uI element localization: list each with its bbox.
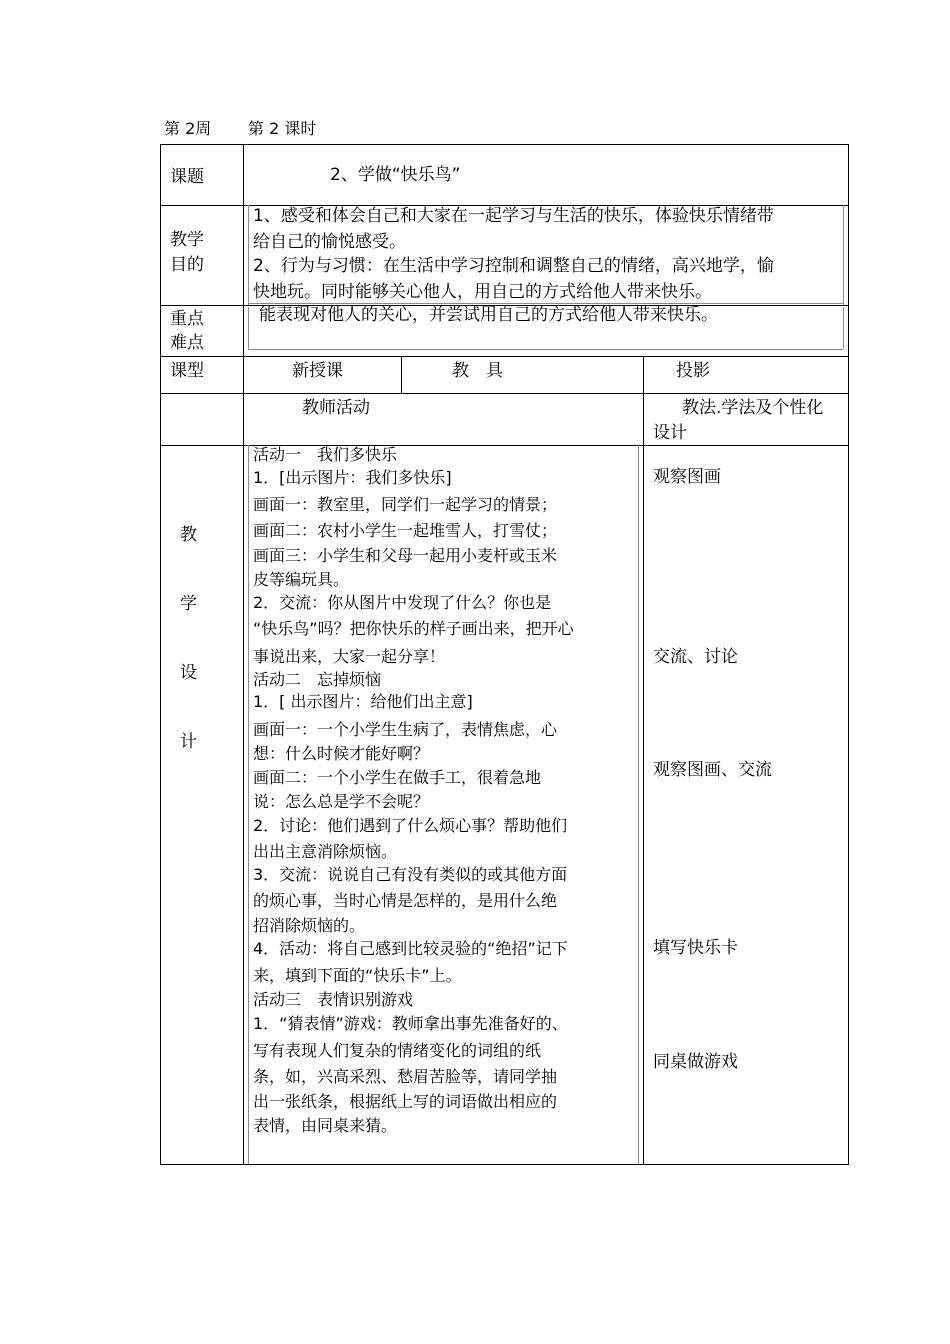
tool-value: 投影	[676, 361, 710, 381]
activity-line: 来，填到下面的“快乐卡”上。	[253, 966, 462, 985]
activity-line: 写有表现人们复杂的情绪变化的词组的纸	[253, 1041, 542, 1060]
design-label-char: 计	[180, 732, 197, 752]
week-label: 第 2周	[164, 119, 212, 138]
method-item: 同桌做游戏	[653, 1052, 738, 1072]
activity-line: “快乐鸟”吗？把你快乐的样子画出来，把开心	[253, 619, 574, 638]
activity-line: 2．交流：你从图片中发现了什么？你也是	[253, 593, 552, 612]
activity-line: 画面一：教室里，同学们一起学习的情景；	[253, 495, 558, 514]
activity-line: 事说出来，大家一起分享！	[253, 647, 446, 666]
activity-line: 出出主意消除烦恼。	[253, 842, 398, 861]
activity-line: 出一张纸条，根据纸上写的词语做出相应的	[253, 1092, 558, 1111]
activity-line: 画面二：一个小学生在做手工，很着急地	[253, 768, 542, 787]
key-value: 能表现对他人的关心，并尝试用自己的方式给他人带来快乐。	[259, 305, 718, 325]
design-label-char: 学	[180, 594, 197, 614]
activity-line: 活动二 忘掉烦恼	[253, 670, 382, 689]
method-header-2: 设计	[653, 423, 687, 443]
method-item: 观察图画	[653, 467, 721, 487]
design-label-char: 设	[180, 663, 197, 683]
activity-line: 活动三 表情识别游戏	[253, 990, 414, 1009]
activity-line: 表情，由同桌来猜。	[253, 1116, 398, 1135]
method-header-1: 教法.学法及个性化	[682, 398, 824, 418]
lesson-label: 第 2 课时	[248, 119, 317, 138]
goal-label-1: 教学	[170, 230, 204, 250]
goal-line: 2、行为与习惯：在生活中学习控制和调整自己的情绪，高兴地学，愉	[253, 256, 774, 276]
activity-line: 招消除烦恼的。	[253, 916, 366, 935]
goal-line: 1、感受和体会自己和大家在一起学习与生活的快乐，体验快乐情绪带	[253, 206, 774, 226]
activity-line: 画面三：小学生和父母一起用小麦杆或玉米	[253, 546, 558, 565]
activity-line: 画面二：农村小学生一起堆雪人，打雪仗；	[253, 521, 558, 540]
activity-line: 3．交流：说说自己有没有类似的或其他方面	[253, 865, 568, 884]
activity-line: 1．“猜表情”游戏：教师拿出事先准备好的、	[253, 1014, 568, 1033]
activity-line: 条，如，兴高采烈、愁眉苦脸等，请同学抽	[253, 1067, 558, 1086]
topic-label: 课题	[170, 167, 204, 187]
activity-line: 1．[ 出示图片：给他们出主意]	[253, 692, 473, 711]
activity-line: 想：什么时候才能好啊？	[253, 744, 430, 763]
goal-label-2: 目的	[170, 255, 204, 275]
type-label: 课型	[170, 361, 204, 381]
design-label-char: 教	[180, 525, 197, 545]
goal-line: 给自己的愉悦感受。	[253, 232, 406, 252]
activity-line: 4．活动：将自己感到比较灵验的“绝招”记下	[253, 939, 568, 958]
teacher-activity-header: 教师活动	[302, 398, 370, 418]
type-value: 新授课	[292, 361, 343, 381]
key-label-2: 难点	[170, 333, 204, 353]
activity-line: 活动一 我们多快乐	[253, 445, 398, 464]
goal-line: 快地玩。同时能够关心他人，用自己的方式给他人带来快乐。	[253, 282, 712, 302]
method-item: 交流、讨论	[653, 647, 738, 667]
key-label-1: 重点	[170, 309, 204, 329]
activity-line: 画面一：一个小学生生病了，表情焦虑，心	[253, 720, 558, 739]
tool-label: 教 具	[452, 361, 503, 381]
activity-line: 皮等编玩具。	[253, 570, 350, 589]
method-item: 填写快乐卡	[653, 938, 738, 958]
topic-value: 2、学做“快乐鸟”	[330, 165, 461, 185]
activity-line: 2．讨论：他们遇到了什么烦心事？帮助他们	[253, 816, 568, 835]
activity-line: 的烦心事，当时心情是怎样的，是用什么绝	[253, 891, 558, 910]
activity-line: 说：怎么总是学不会呢？	[253, 792, 430, 811]
activity-line: 1．[出示图片：我们多快乐]	[253, 468, 452, 487]
method-item: 观察图画、交流	[653, 760, 772, 780]
